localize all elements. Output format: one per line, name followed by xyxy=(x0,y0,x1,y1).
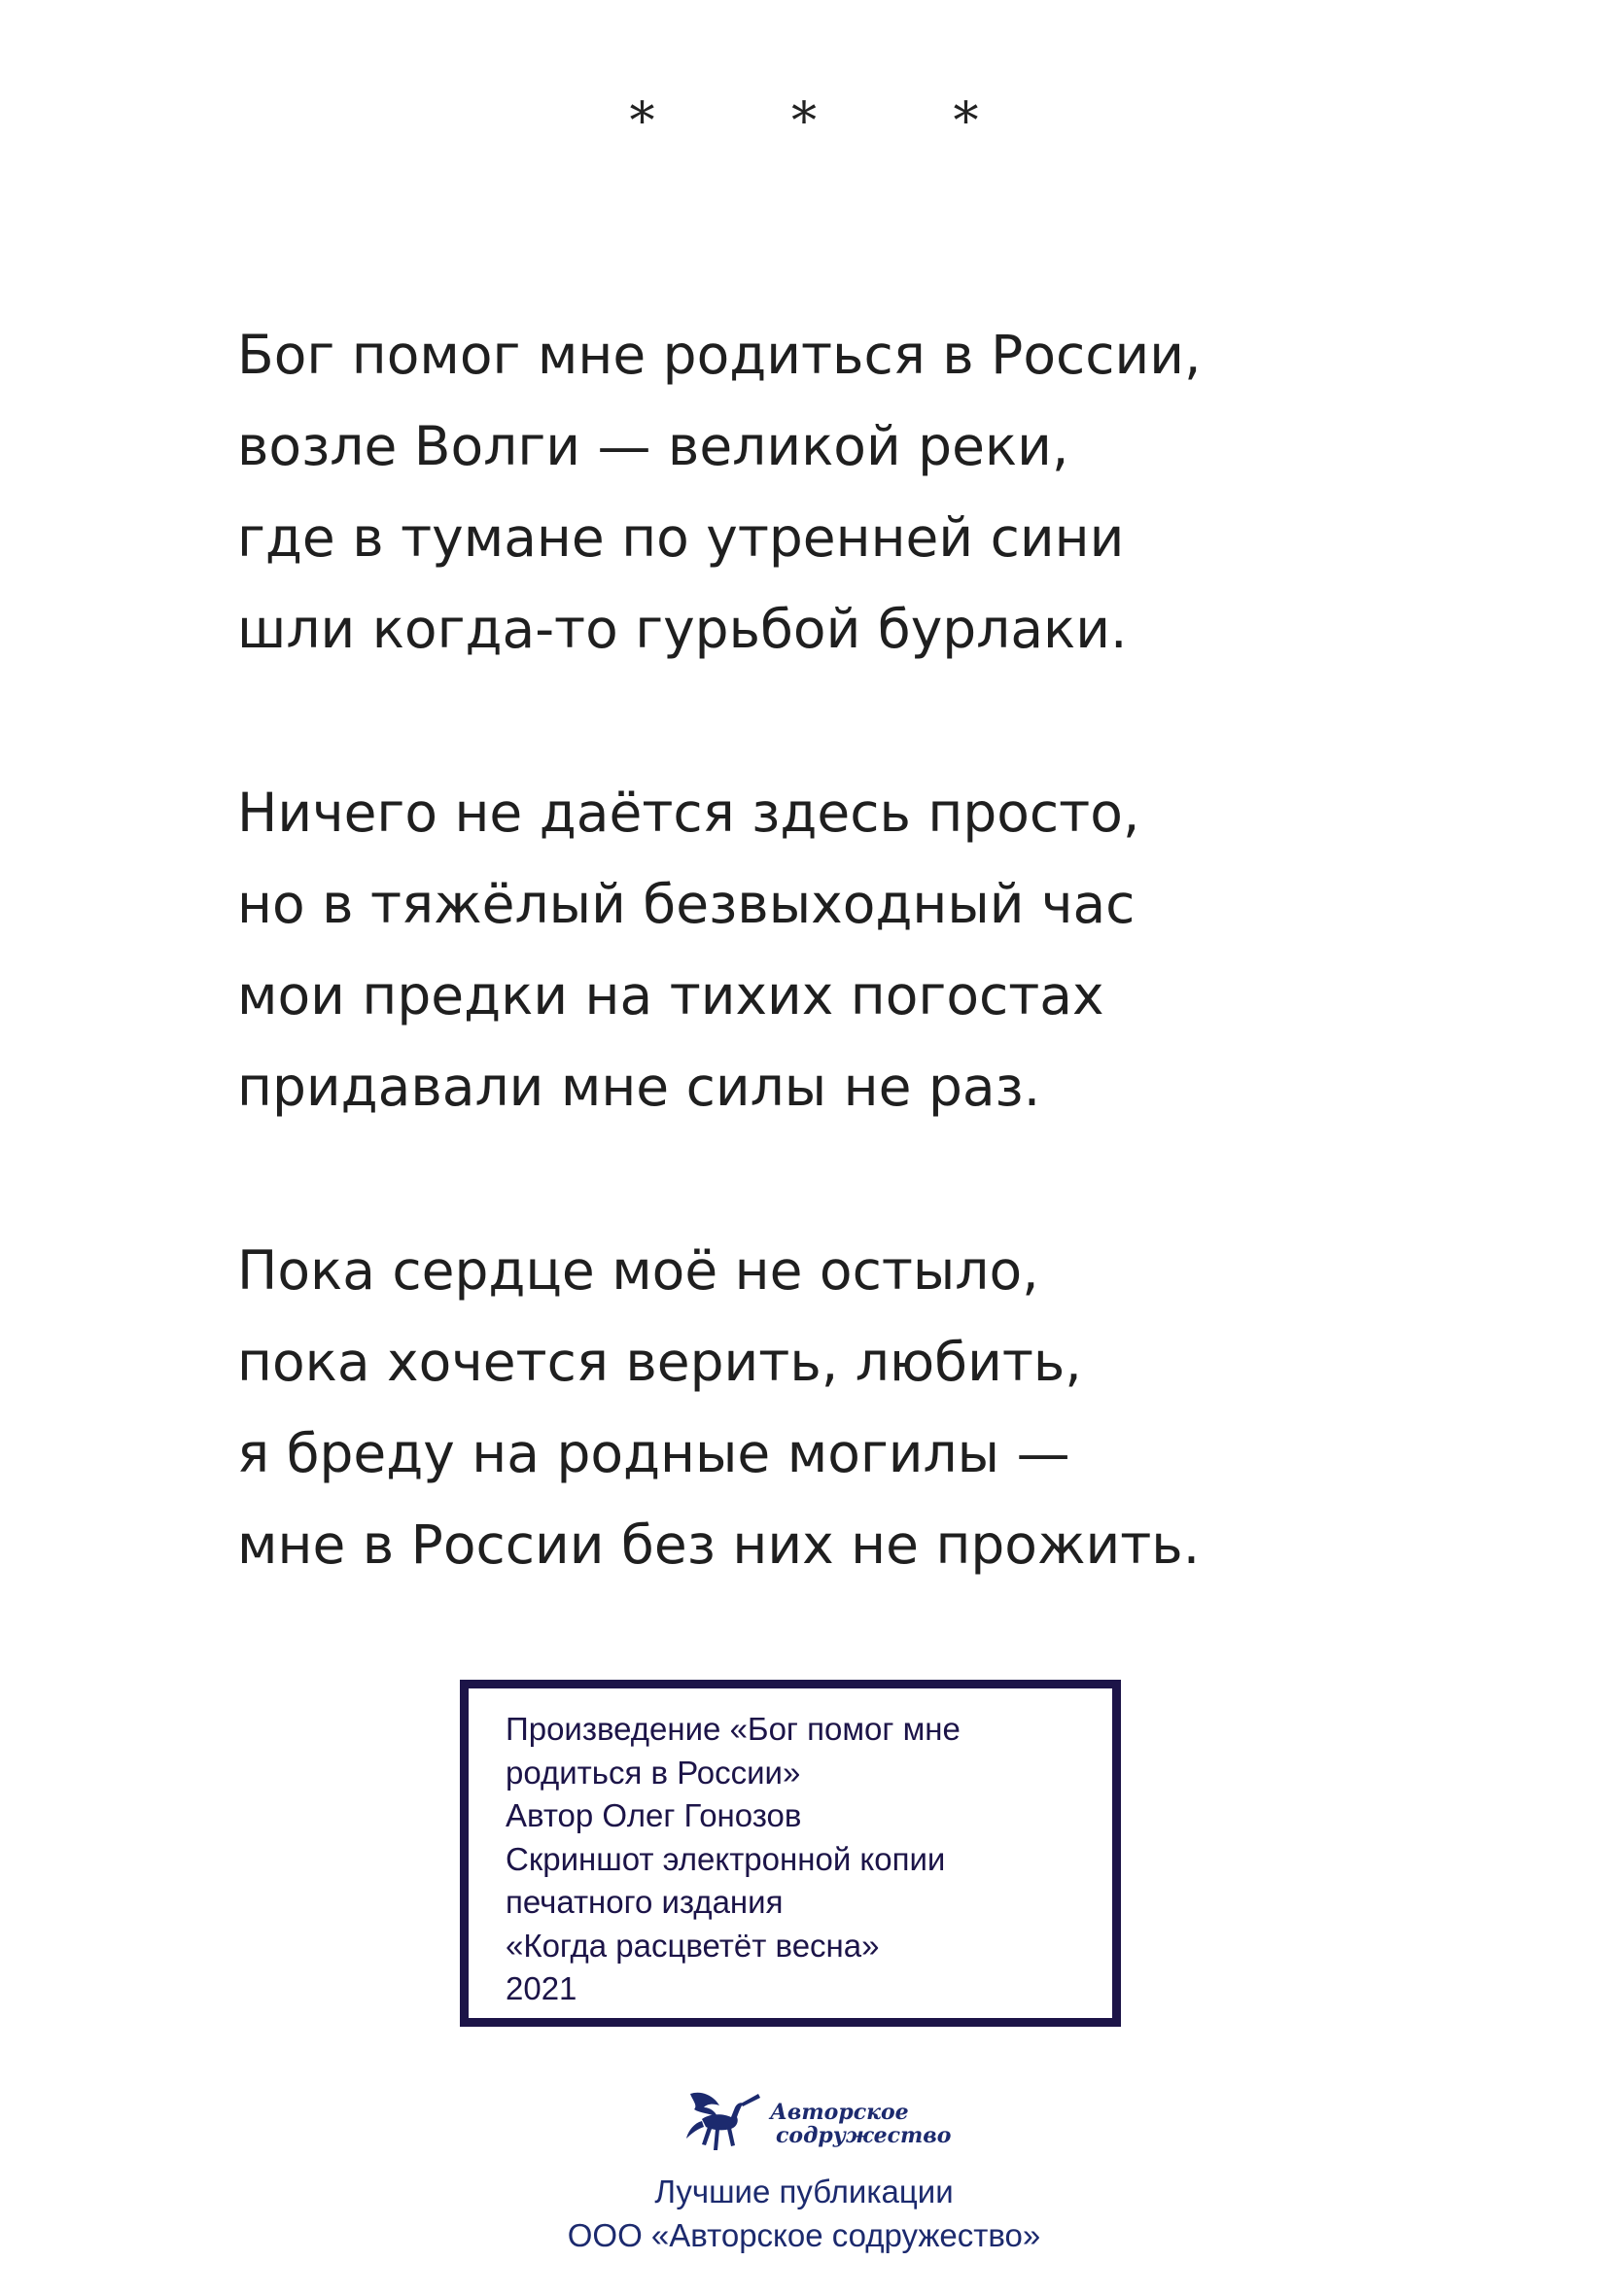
info-line: Скриншот электронной копии xyxy=(506,1840,946,1877)
footer-line-1: Лучшие публикации xyxy=(654,2174,954,2209)
poem-line: но в тяжёлый безвыходный час xyxy=(237,873,1136,935)
stanza-separator: * * * xyxy=(629,92,1039,151)
poem-line: я бреду на родные могилы — xyxy=(237,1422,1070,1484)
poem-line: Ничего не даётся здесь просто, xyxy=(237,782,1140,844)
poem xyxy=(237,309,1404,1683)
info-line: «Когда расцветёт весна» xyxy=(506,1927,880,1964)
info-line: Автор Олег Гонозов xyxy=(506,1797,802,1833)
info-line: Произведение «Бог помог мне xyxy=(506,1711,961,1747)
poem-stanza-2 xyxy=(237,767,1404,1132)
publication-info-box xyxy=(460,1680,1121,2027)
info-line: печатного издания xyxy=(506,1884,784,1920)
info-line: 2021 xyxy=(506,1970,577,2006)
poem-line: шли когда-то гурьбой бурлаки. xyxy=(237,598,1128,660)
publisher-logo xyxy=(681,2086,952,2159)
pegasus-icon xyxy=(681,2086,952,2159)
poem-line: Бог помог мне родиться в России, xyxy=(237,324,1202,386)
poem-stanza-3 xyxy=(237,1225,1404,1590)
poem-line: Пока сердце моё не остыло, xyxy=(237,1239,1039,1302)
info-line: родиться в России» xyxy=(506,1754,801,1791)
poem-line: возле Волги — великой реки, xyxy=(237,415,1069,477)
logo-text-line2: содружество xyxy=(776,2123,952,2148)
poem-line: где в тумане по утренней сини xyxy=(237,506,1125,569)
footer xyxy=(0,2170,1608,2257)
poem-line: мои предки на тихих погостах xyxy=(237,964,1104,1026)
poem-line: придавали мне силы не раз. xyxy=(237,1056,1041,1118)
poem-line: мне в России без них не прожить. xyxy=(237,1513,1201,1576)
poem-line: пока хочется верить, любить, xyxy=(237,1331,1082,1393)
footer-line-2: ООО «Авторское содружество» xyxy=(567,2217,1041,2253)
logo-text-line1: Авторское xyxy=(770,2100,909,2125)
poem-stanza-1 xyxy=(237,309,1404,675)
